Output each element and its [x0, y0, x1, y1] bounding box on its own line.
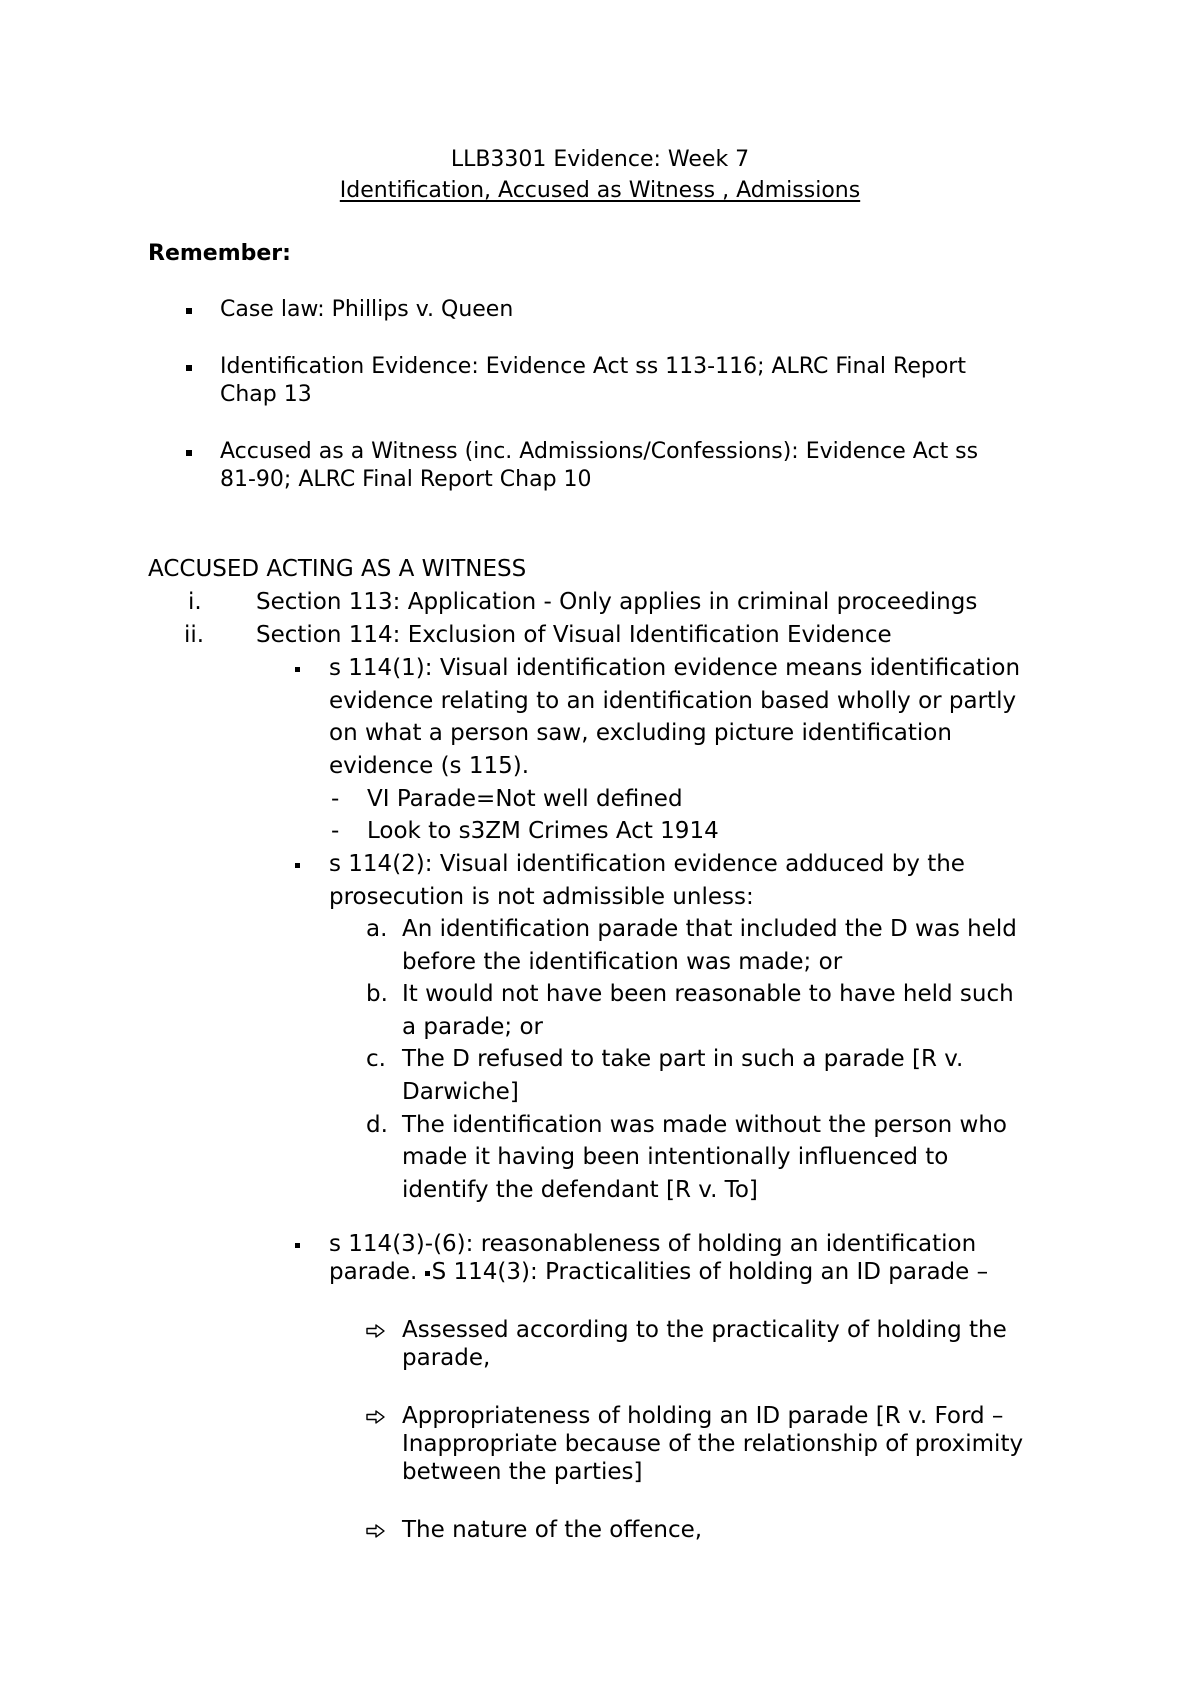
s114-3-line-2-part-b: S 114(3): Practicalities of holding an ID parade –	[431, 1259, 989, 1285]
outline-arrow-icon	[366, 1524, 386, 1538]
roman-item-ii: Section 114: Exclusion of Visual Identification Evidence	[256, 622, 892, 648]
letter-a-line-1: An identification parade that included the D was held	[402, 916, 1017, 942]
arrow-2-line-1: Appropriateness of holding an ID parade [R v. Ford –	[402, 1403, 1004, 1429]
s114-1-line-3: on what a person saw, excluding picture identification	[329, 720, 952, 746]
arrow-3-line-1: The nature of the offence,	[402, 1517, 703, 1543]
letter-marker-a: a.	[366, 916, 388, 942]
s114-1-dash-2: Look to s3ZM Crimes Act 1914	[367, 818, 719, 844]
letter-marker-b: b.	[366, 981, 388, 1007]
s114-2-line-2: prosecution is not admissible unless:	[329, 884, 754, 910]
remember-item-3-line-1: Accused as a Witness (inc. Admissions/Confessions): Evidence Act ss	[220, 439, 979, 464]
remember-item-1-line-1: Case law: Phillips v. Queen	[220, 297, 514, 322]
remember-item-2-line-1: Identification Evidence: Evidence Act ss 113-116; ALRC Final Report	[220, 354, 966, 379]
s114-1-dash-1: VI Parade=Not well defined	[367, 786, 683, 812]
s114-1-line-2: evidence relating to an identification based wholly or partly	[329, 688, 1017, 714]
section-heading: ACCUSED ACTING AS A WITNESS	[148, 556, 527, 582]
letter-c-line-1: The D refused to take part in such a parade [R v.	[402, 1046, 964, 1072]
s114-3-line-2	[329, 1256, 988, 1288]
square-bullet-icon	[425, 1271, 430, 1276]
arrow-1-line-2: parade,	[402, 1345, 491, 1371]
document-subtitle	[0, 177, 1200, 205]
square-bullet-icon	[295, 863, 300, 868]
dash-bullet: -	[331, 786, 340, 812]
square-bullet-icon	[186, 308, 192, 314]
roman-marker-i: i.	[188, 589, 202, 615]
remember-item-2-line-2: Chap 13	[220, 382, 312, 407]
square-bullet-icon	[186, 450, 192, 456]
letter-marker-d: d.	[366, 1112, 388, 1138]
outline-arrow-icon	[366, 1410, 386, 1424]
s114-1-line-4: evidence (s 115).	[329, 753, 530, 779]
outline-arrow-icon	[366, 1324, 386, 1338]
arrow-1-line-1: Assessed according to the practicality of holding the	[402, 1317, 1007, 1343]
roman-item-i: Section 113: Application - Only applies in criminal proceedings	[256, 589, 978, 615]
dash-bullet: -	[331, 818, 340, 844]
letter-d-line-1: The identification was made without the person who	[402, 1112, 1008, 1138]
s114-3-line-2-part-a: parade.	[329, 1259, 418, 1285]
s114-1-line-1: s 114(1): Visual identification evidence means identification	[329, 655, 1021, 681]
remember-heading: Remember:	[148, 241, 291, 266]
remember-item-3-line-2: 81-90; ALRC Final Report Chap 10	[220, 467, 592, 492]
arrow-2-line-3: between the parties]	[402, 1459, 643, 1485]
letter-b-line-2: a parade; or	[402, 1014, 543, 1040]
s114-2-line-1: s 114(2): Visual identification evidence adduced by the	[329, 851, 965, 877]
s114-3-line-1: s 114(3)-(6): reasonableness of holding an identification	[329, 1231, 977, 1257]
square-bullet-icon	[186, 365, 192, 371]
letter-d-line-3: identify the defendant [R v. To]	[402, 1177, 758, 1203]
document-subtitle-text: Identification, Accused as Witness , Admissions	[339, 178, 861, 203]
letter-d-line-2: made it having been intentionally influenced to	[402, 1144, 949, 1170]
letter-b-line-1: It would not have been reasonable to have held such	[402, 981, 1014, 1007]
square-bullet-icon	[295, 1243, 300, 1248]
letter-marker-c: c.	[366, 1046, 386, 1072]
arrow-2-line-2: Inappropriate because of the relationship of proximity	[402, 1431, 1024, 1457]
letter-c-line-2: Darwiche]	[402, 1079, 519, 1105]
document-title: LLB3301 Evidence: Week 7	[450, 147, 750, 172]
letter-a-line-2: before the identification was made; or	[402, 949, 843, 975]
roman-marker-ii: ii.	[184, 622, 205, 648]
square-bullet-icon	[295, 667, 300, 672]
